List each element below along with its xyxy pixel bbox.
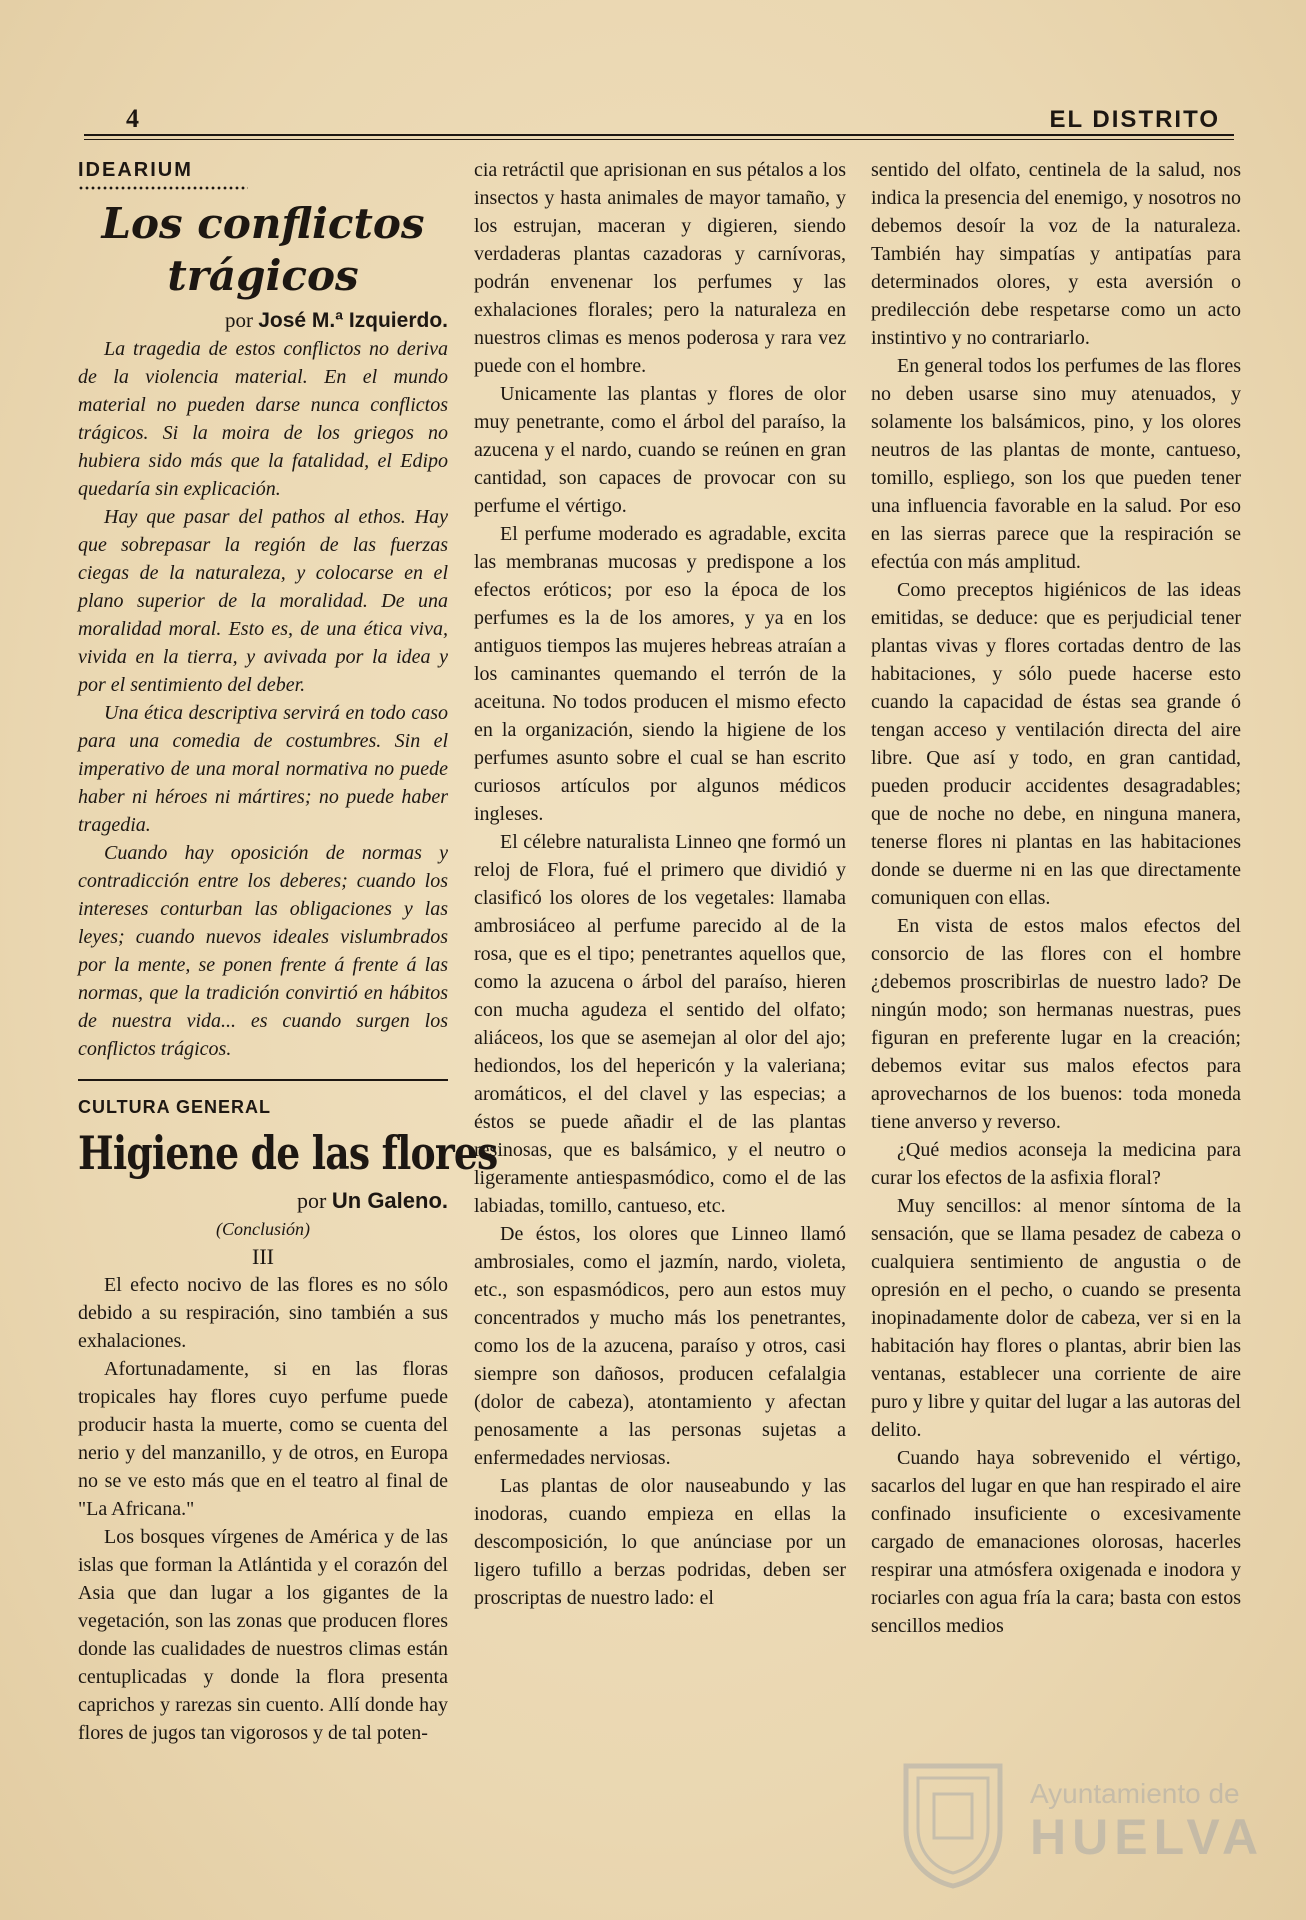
page-number: 4 <box>126 104 139 133</box>
paragraph: En vista de estos malos efectos del consorcio de las flores con el hombre ¿debemos proscribirlas de nuestro lado? De ningún modo; son hermanas nuestras, pues figuran en preferente lugar en la creación; debemos evitar sus malos efectos para aprovecharnos de los buenos: toda moneda tiene anverso y reverso. <box>871 915 1241 1133</box>
section-label-cultura: CULTURA GENERAL <box>78 1097 271 1117</box>
byline-author: José M.ª Izquierdo. <box>258 309 448 332</box>
paragraph: Las plantas de olor nauseabundo y las inodoras, cuando empieza en ellas la descomposición, lo que anúnciase por un ligero tufillo a berzas podridas, deben ser proscriptas de nuestro lado: el <box>474 1475 846 1609</box>
paragraph: Cuando hay oposición de normas y contradicción entre los deberes; cuando los intereses conturban las obligaciones y las leyes; cuando nuevos ideales vislumbrados por la mente, se ponen frente á frente á las normas, que la tradición convirtió en hábitos de nuestra vida... es cuando surgen los conflictos trágicos. <box>78 842 448 1060</box>
page-header <box>84 102 1234 136</box>
paragraph: Cuando haya sobrevenido el vértigo, sacarlos del lugar en que han respirado el aire confinado insuficiente o excesivamente cargado de emanaciones olorosas, hacerles respirar una atmósfera oxigenada e inodora y rociarles con agua fría la cara; basta con estos sencillos medios <box>871 1447 1241 1637</box>
paragraph: Hay que pasar del pathos al ethos. Hay que sobrepasar la región de las fuerzas ciegas de la naturaleza, y colocarse en el plano superior de la moralidad. De una moralidad moral. Esto es, de una ética viva, vivida en la tierra, y avivada por la idea y por el sentimiento del deber. <box>78 506 448 696</box>
paragraph: Unicamente las plantas y flores de olor muy penetrante, como el árbol del paraíso, la azucena y el nardo, cuando se reúnen en gran cantidad, son capaces de provocar con su perfume el vértigo. <box>474 383 846 517</box>
paragraph: Como preceptos higiénicos de las ideas emitidas, se deduce: que es perjudicial tener plantas vivas y flores cortadas dentro de las habitaciones, y sólo puede hacerse esto cuando la capacidad de éstas sea grande ó tengan acceso y ventilación directa del aire libre. Que así y todo, en gran cantidad, pueden producir accidentes desagradables; que de noche no debe, en ninguna manera, tenerse flores ni plantas en las habitaciones donde se duerme ni en las que directamente comuniquen con ellas. <box>871 579 1241 909</box>
article-byline <box>78 1187 448 1215</box>
shield-icon <box>898 1760 1008 1890</box>
section-divider <box>78 1079 448 1081</box>
paragraph: ¿Qué medios aconseja la medicina para curar los efectos de la asfixia floral? <box>871 1139 1241 1189</box>
section-label-idearium: IDEARIUM <box>78 159 193 181</box>
watermark-line2: HUELVA <box>1030 1809 1265 1865</box>
archive-watermark <box>890 1760 1265 1900</box>
paragraph: Afortunadamente, si en las floras tropicales hay flores cuyo perfume puede producir hasta la muerte, como se cuenta del nerio y del manzanillo, y de otros, en Europa no se ve esto más que en el teatro al final de "La Africana." <box>78 1358 448 1520</box>
article-title-higiene: Higiene de las flores <box>78 1126 498 1180</box>
byline-author: Un Galeno. <box>331 1188 448 1213</box>
newspaper-title: EL DISTRITO <box>1049 106 1220 133</box>
paragraph: El efecto nocivo de las flores es no sólo debido a su respiración, sino también a sus exhalaciones. <box>78 1274 448 1352</box>
column-1 <box>78 156 498 1747</box>
article-byline <box>78 306 448 335</box>
byline-prefix: por <box>297 1188 327 1213</box>
watermark-line1: Ayuntamiento de <box>1030 1778 1240 1809</box>
paragraph: sentido del olfato, centinela de la salud, nos indica la presencia del enemigo, y nosotros no debemos desoír la voz de la naturaleza. También hay simpatías y antipatías para determinados olores, y esta aversión o predilección debe respetarse como un acto instintivo y no contrariarlo. <box>871 159 1241 349</box>
header-rule-thin <box>84 139 1234 140</box>
paragraph: cia retráctil que aprisionan en sus pétalos a los insectos y hasta animales de mayor tamaño, y los estrujan, maceran y digieren, siendo verdaderas plantas cazadoras y carnívoras, podrán envenenar los perfumes y las exhalaciones florales; pero la naturaleza en nuestros climas es menos poderosa y rara vez puede con el hombre. <box>474 159 846 377</box>
paragraph: La tragedia de estos conflictos no deriva de la violencia material. En el mundo material no pueden darse nunca conflictos trágicos. Si la moira de los griegos no hubiera sido más que la fatalidad, el Edipo quedaría sin explicación. <box>78 338 448 500</box>
paragraph: En general todos los perfumes de las flores no deben usarse sino muy atenuados, y solamente los balsámicos, pino, y los olores neutros de las plantas de monte, cantueso, tomillo, espliego, son los que pueden tener una influencia favorable en la salud. Por eso en las sierras parece que la respiración se efectúa con más amplitud. <box>871 355 1241 573</box>
article-title-conflictos: Los conflictos trágicos <box>101 199 425 300</box>
column-3 <box>871 156 1241 1640</box>
paragraph: Muy sencillos: al menor síntoma de la sensación, que se llama pesadez de cabeza o cualquiera sentimiento de angustia o de opresión en el pecho, o cuando se presenta inopinadamente dolor de cabeza, ver si en la habitación hay flores o plantas, abrir bien las ventanas, establecer una corriente de aire puro y libre y quitar del lugar a las autoras del delito. <box>871 1195 1241 1441</box>
paragraph: De éstos, los olores que Linneo llamó ambrosiales, como el jazmín, nardo, violeta, etc., son espasmódicos, pero aun estos muy concentrados y mucho más los penetrantes, como los de la azucena, paraíso y otros, casi siempre son dañosos, producen cefalalgia (dolor de cabeza), atontamiento y afectan penosamente a las personas sujetas a enfermedades nerviosas. <box>474 1223 846 1469</box>
paragraph: Los bosques vírgenes de América y de las islas que forman la Atlántida y el corazón del Asia que dan lugar a los gigantes de la vegetación, son las zonas que producen flores donde las cualidades de nuestros climas están centuplicadas y donde la flora presenta caprichos y rarezas sin cuento. Allí donde hay flores de jugos tan vigorosos y de tal poten- <box>78 1526 448 1744</box>
section-dots <box>78 186 248 190</box>
conclusion-note: (Conclusión) <box>216 1219 310 1239</box>
paragraph: El célebre naturalista Linneo qne formó un reloj de Flora, fué el primero que dividió y clasificó los olores de los vegetales: llamaba ambrosiáceo al perfume parecido al de la rosa, que es el tipo; penetrantes aquellos que, como la azucena o árbol del paraíso, hieren con mucha agudeza el sentido del olfato; aliáceos, los que se asemejan al olor del ajo; hediondos, los del hepericón y la valeriana; aromáticos, el del clavel y las especias; a éstos se puede añadir el de las plantas resinosas, que es balsámico, y el neutro o ligeramente antiespasmódico, como el de las labiadas, tomillo, cantueso, etc. <box>474 831 846 1217</box>
column-2 <box>474 156 846 1612</box>
paragraph: El perfume moderado es agradable, excita las membranas mucosas y predispone a los efectos eróticos; por eso la época de los perfumes es la de los amores, y ya en los antiguos tiempos las mujeres hebreas atraían a los caminantes quemando el terrón de la aceituna. No todos producen el mismo efecto en la organización, siendo la higiene de los perfumes asunto sobre el cual se han escrito curiosos artículos por algunos médicos ingleses. <box>474 523 846 825</box>
byline-prefix: por <box>224 308 253 332</box>
section-number: III <box>252 1244 274 1269</box>
paragraph: Una ética descriptiva servirá en todo caso para una comedia de costumbres. Sin el imperativo de una moral normativa no puede haber ni héroes ni mártires; no puede haber tragedia. <box>78 702 448 836</box>
header-rule <box>84 134 1234 136</box>
